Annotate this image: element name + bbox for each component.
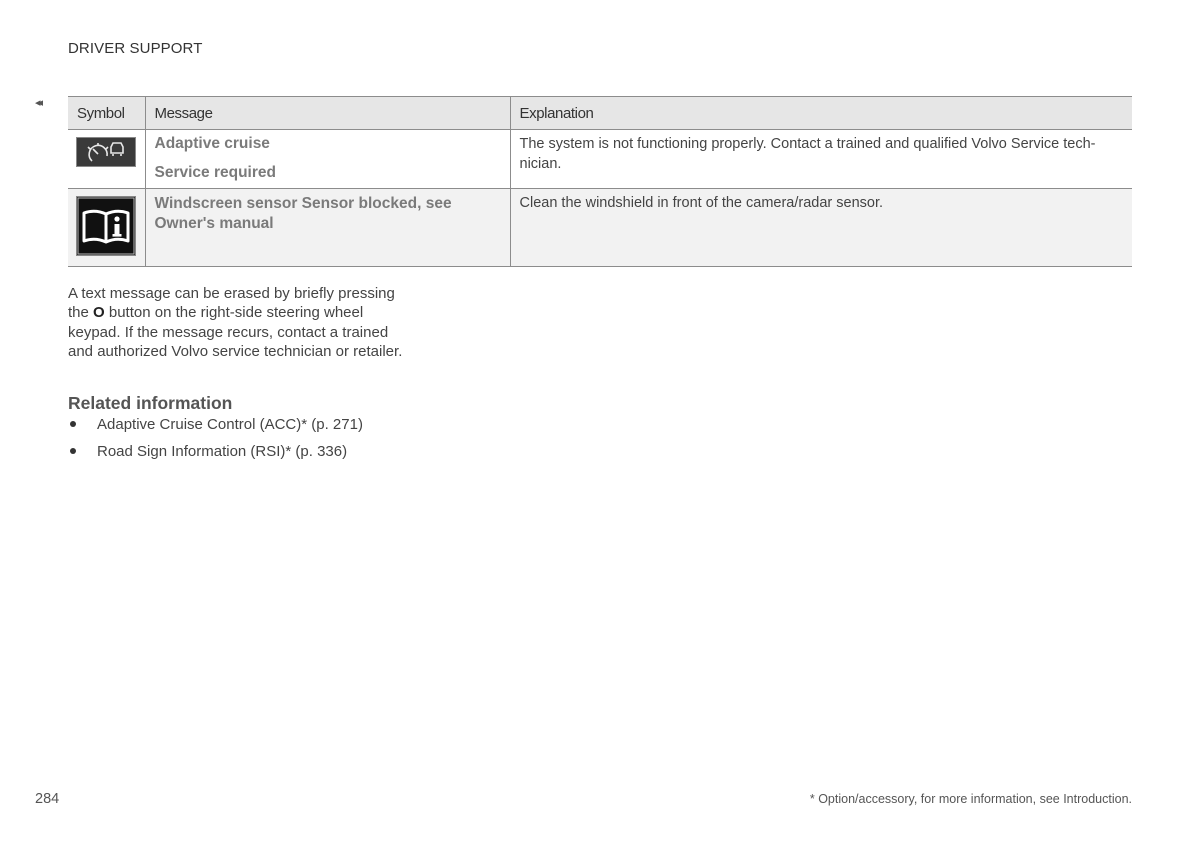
page-number: 284 [35, 791, 60, 807]
symbol-cell [68, 130, 145, 189]
body-text-start: A text message can be erased by briefly pressing the [68, 285, 395, 322]
message-line: Service required [154, 164, 276, 181]
adaptive-cruise-warning-icon [76, 137, 136, 167]
footnote: * Option/accessory, for more information, see Introduction. [809, 792, 1132, 806]
message-table [68, 96, 1132, 267]
related-information-heading: Related information [68, 393, 233, 413]
owners-manual-info-icon [76, 196, 136, 256]
table-row [68, 189, 1132, 267]
explanation-cell [510, 189, 1132, 267]
message-text: Windscreen sensor Sensor blocked, see Owner's manual [154, 195, 452, 232]
explanation-text: The system is not functioning properly. Contact a trained and qualified Volvo Service tech-nician. [519, 136, 1096, 172]
button-name: O [93, 304, 105, 322]
related-information-list [68, 415, 363, 468]
explanation-cell [510, 130, 1132, 189]
related-link[interactable]: Adaptive Cruise Control (ACC)* (p. 271) [68, 415, 363, 434]
body-text-end: button on the right-side steering wheel keypad. If the message recurs, contact a trained and authorized Volvo service technician or retailer. [68, 304, 403, 360]
section-title: DRIVER SUPPORT [68, 40, 203, 57]
symbol-cell [68, 189, 145, 267]
body-paragraph [68, 284, 413, 361]
continued-arrows-icon: ◂◂ [35, 97, 41, 109]
message-cell [145, 130, 510, 189]
message-line: Adaptive cruise [154, 135, 270, 152]
related-link[interactable]: Road Sign Information (RSI)* (p. 336) [68, 442, 363, 461]
table-header-row [68, 97, 1132, 130]
column-header-symbol: Symbol [68, 97, 145, 130]
table-row [68, 130, 1132, 189]
explanation-text: Clean the windshield in front of the camera/radar sensor. [519, 195, 884, 211]
message-cell [145, 189, 510, 267]
column-header-explanation: Explanation [510, 97, 1132, 130]
column-header-message: Message [145, 97, 510, 130]
